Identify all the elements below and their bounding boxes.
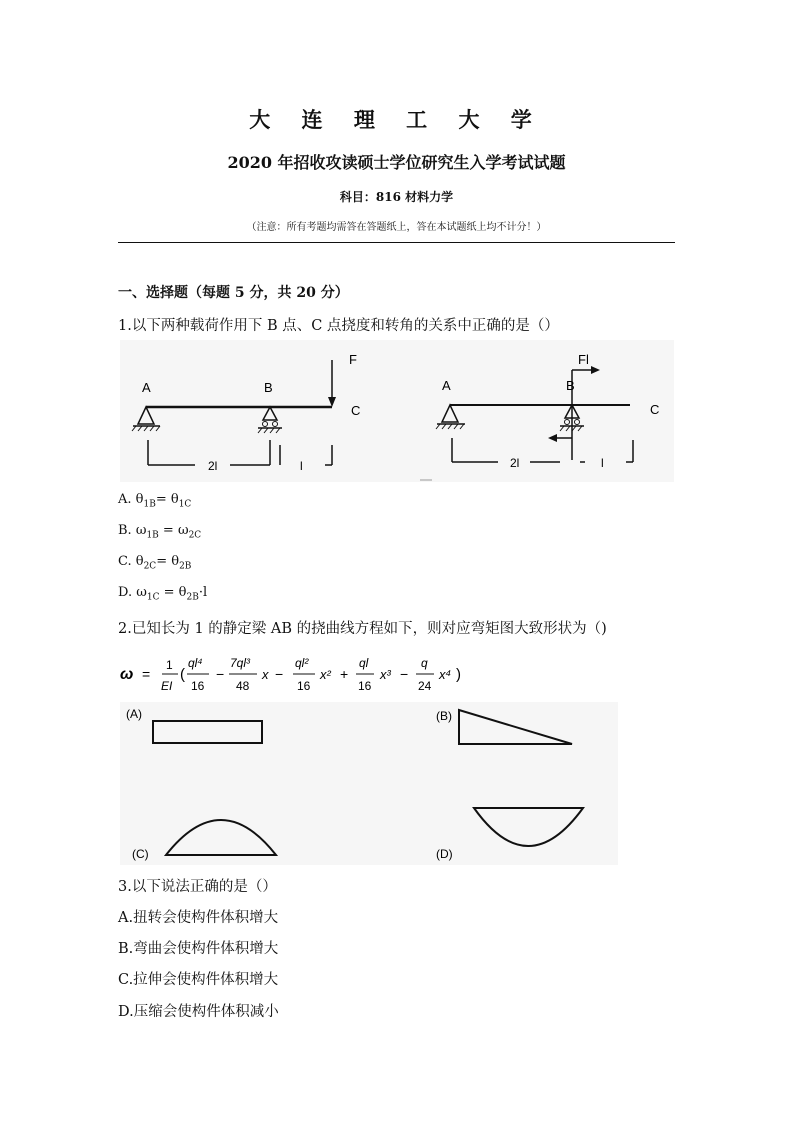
svg-text:x³: x³ <box>380 667 391 682</box>
choice-b-label: (B) <box>436 709 452 723</box>
svg-text:=: = <box>142 666 151 682</box>
beam-left-diagram <box>132 352 360 473</box>
dim-l-left: l <box>300 459 303 473</box>
dim-2l-right: 2l <box>510 456 520 470</box>
label-b-left: B <box>264 380 273 395</box>
header-divider <box>118 242 675 243</box>
choice-c-arch-shape <box>166 820 276 855</box>
q3-option-d: D.压缩会使构件体积减小 <box>118 1004 279 1020</box>
svg-text:(: ( <box>180 666 185 683</box>
exam-title: 2020 年招收攻读硕士学位研究生入学考试试题 <box>227 153 566 172</box>
svg-text:ql⁴: ql⁴ <box>188 656 203 670</box>
svg-text:16: 16 <box>358 679 372 693</box>
choice-a-rectangle-shape <box>153 721 262 743</box>
svg-text:EI: EI <box>161 679 173 693</box>
svg-text:24: 24 <box>418 679 432 693</box>
svg-text:q: q <box>421 656 428 670</box>
q1-option-b: B. $\omega_{1B} = \omega_{2C}$ <box>118 523 202 541</box>
q1-option-c: C. $\theta_{2C}= \theta_{2B}$ <box>118 554 192 572</box>
choice-d-label: (D) <box>436 847 453 861</box>
q3-option-a: A.扭转会使构件体积增大 <box>118 910 279 926</box>
question-2-stem: 2.已知长为 1 的静定梁 AB 的挠曲线方程如下，则对应弯矩图大致形状为（) <box>118 621 607 637</box>
svg-text:x⁴: x⁴ <box>439 667 452 682</box>
svg-text:16: 16 <box>191 679 205 693</box>
q1-option-d: D. $\omega_{1C} = \theta_{2B}\cdot l$ <box>118 585 208 603</box>
deflection-equation <box>118 652 478 696</box>
choice-a-label: (A) <box>126 707 142 721</box>
exam-subject: 科目：816 材料力学 <box>339 190 454 204</box>
question-1-stem: 1.以下两种载荷作用下 B 点、C 点挠度和转角的关系中正确的是（） <box>118 318 559 334</box>
svg-text:x: x <box>262 667 269 682</box>
q3-option-c: C.拉伸会使构件体积增大 <box>118 972 279 988</box>
label-a-left: A <box>142 380 151 395</box>
moment-diagram-choices <box>120 702 618 865</box>
q3-option-b: B.弯曲会使构件体积增大 <box>118 941 279 957</box>
svg-text:1: 1 <box>166 658 173 672</box>
svg-text:−: − <box>275 666 284 682</box>
label-f-left: F <box>349 352 357 367</box>
dim-l-right: l <box>601 456 604 470</box>
beam-right-diagram <box>420 352 659 480</box>
label-fl-right: Fl <box>578 352 589 367</box>
section-title: 一、选择题（每题 5 分，共 20 分） <box>118 285 349 301</box>
svg-text:16: 16 <box>297 679 311 693</box>
svg-text:ql: ql <box>359 656 369 670</box>
label-b-right: B <box>566 378 575 393</box>
svg-text:x²: x² <box>320 667 331 682</box>
choice-d-bowl-shape <box>474 808 583 846</box>
choice-b-triangle-shape <box>459 710 572 744</box>
choice-c-label: (C) <box>132 847 149 861</box>
dim-2l-left: 2l <box>208 459 218 473</box>
label-c-right: C <box>650 402 660 417</box>
q1-option-a: A. $\theta_{1B}= \theta_{1C}$ <box>118 492 192 510</box>
svg-text:ql²: ql² <box>295 656 309 670</box>
svg-text:+: + <box>340 666 349 682</box>
svg-text:7ql³: 7ql³ <box>230 656 251 670</box>
question-3-stem: 3.以下说法正确的是（） <box>118 879 277 895</box>
question-1-figure <box>120 340 674 482</box>
label-a-right: A <box>442 378 451 393</box>
svg-text:48: 48 <box>236 679 250 693</box>
svg-text:): ) <box>456 666 461 683</box>
label-c-left: C <box>351 403 361 418</box>
svg-text:−: − <box>400 666 409 682</box>
svg-text:−: − <box>216 666 225 682</box>
university-name: 大 连 理 工 大 学 <box>249 107 544 132</box>
exam-notice: （注意：所有考题均需答在答题纸上，答在本试题纸上均不计分！） <box>246 222 547 233</box>
svg-text:ω: ω <box>120 666 134 683</box>
